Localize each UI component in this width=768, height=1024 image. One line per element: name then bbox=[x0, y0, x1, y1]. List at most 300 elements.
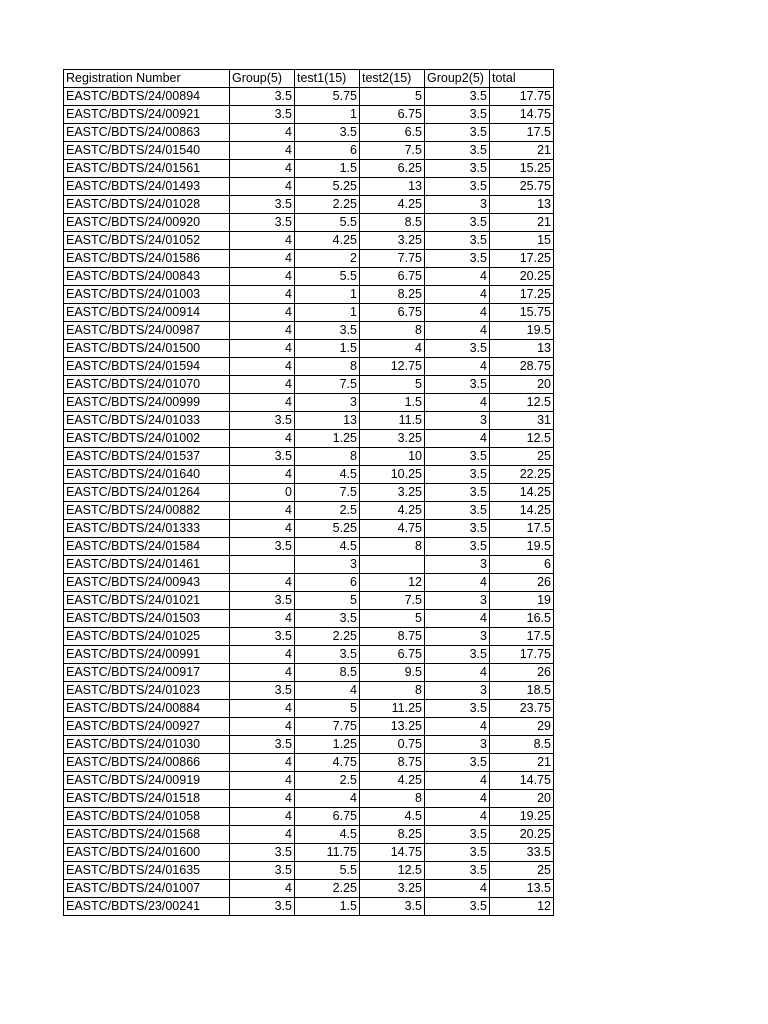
table-row bbox=[64, 88, 554, 106]
table-row bbox=[64, 610, 554, 628]
test1-cell: 6 bbox=[295, 142, 360, 160]
group-cell: 4 bbox=[230, 322, 295, 340]
table-row bbox=[64, 898, 554, 916]
total-cell: 33.5 bbox=[490, 844, 554, 862]
registration-number-cell: EASTC/BDTS/24/01028 bbox=[64, 196, 230, 214]
total-cell: 15 bbox=[490, 232, 554, 250]
test2-cell: 7.75 bbox=[360, 250, 425, 268]
table-row bbox=[64, 142, 554, 160]
table-row bbox=[64, 628, 554, 646]
group2-cell: 4 bbox=[425, 880, 490, 898]
test2-cell: 8 bbox=[360, 790, 425, 808]
test1-cell: 3.5 bbox=[295, 646, 360, 664]
table-row bbox=[64, 682, 554, 700]
test2-cell: 11.25 bbox=[360, 700, 425, 718]
registration-number-cell: EASTC/BDTS/24/00920 bbox=[64, 214, 230, 232]
test1-cell: 5.25 bbox=[295, 520, 360, 538]
registration-number-cell: EASTC/BDTS/24/00999 bbox=[64, 394, 230, 412]
test1-cell: 1 bbox=[295, 304, 360, 322]
table-row bbox=[64, 106, 554, 124]
group2-cell: 3.5 bbox=[425, 520, 490, 538]
table-row bbox=[64, 160, 554, 178]
test1-cell: 2.5 bbox=[295, 502, 360, 520]
registration-number-cell: EASTC/BDTS/24/01033 bbox=[64, 412, 230, 430]
total-cell: 19 bbox=[490, 592, 554, 610]
test2-cell: 13.25 bbox=[360, 718, 425, 736]
table-row bbox=[64, 502, 554, 520]
registration-number-cell: EASTC/BDTS/24/01594 bbox=[64, 358, 230, 376]
table-row bbox=[64, 376, 554, 394]
registration-number-cell: EASTC/BDTS/24/00863 bbox=[64, 124, 230, 142]
test1-cell: 3.5 bbox=[295, 124, 360, 142]
test2-cell: 13 bbox=[360, 178, 425, 196]
group-cell: 4 bbox=[230, 502, 295, 520]
registration-number-cell: EASTC/BDTS/24/00914 bbox=[64, 304, 230, 322]
test2-cell: 12 bbox=[360, 574, 425, 592]
test1-cell: 11.75 bbox=[295, 844, 360, 862]
table-row bbox=[64, 664, 554, 682]
group2-cell: 3.5 bbox=[425, 448, 490, 466]
registration-number-cell: EASTC/BDTS/24/00991 bbox=[64, 646, 230, 664]
total-cell: 17.25 bbox=[490, 250, 554, 268]
group-cell: 4 bbox=[230, 358, 295, 376]
test1-cell: 7.5 bbox=[295, 484, 360, 502]
test2-cell: 6.75 bbox=[360, 106, 425, 124]
test1-cell: 3.5 bbox=[295, 610, 360, 628]
test1-cell: 1.5 bbox=[295, 340, 360, 358]
group2-cell: 4 bbox=[425, 430, 490, 448]
total-cell: 19.25 bbox=[490, 808, 554, 826]
total-cell: 29 bbox=[490, 718, 554, 736]
registration-number-cell: EASTC/BDTS/24/00927 bbox=[64, 718, 230, 736]
total-cell: 21 bbox=[490, 214, 554, 232]
table-row bbox=[64, 358, 554, 376]
test1-cell: 3 bbox=[295, 556, 360, 574]
registration-number-cell: EASTC/BDTS/24/01070 bbox=[64, 376, 230, 394]
total-cell: 12.5 bbox=[490, 394, 554, 412]
total-cell: 14.25 bbox=[490, 502, 554, 520]
group2-cell: 4 bbox=[425, 304, 490, 322]
test2-cell: 14.75 bbox=[360, 844, 425, 862]
group2-cell: 4 bbox=[425, 790, 490, 808]
registration-number-cell: EASTC/BDTS/24/01500 bbox=[64, 340, 230, 358]
group-cell: 4 bbox=[230, 754, 295, 772]
test2-cell: 5 bbox=[360, 88, 425, 106]
table-body bbox=[64, 88, 554, 916]
test1-cell: 3.5 bbox=[295, 322, 360, 340]
group2-cell: 3.5 bbox=[425, 826, 490, 844]
total-cell: 14.25 bbox=[490, 484, 554, 502]
test1-cell: 1.5 bbox=[295, 898, 360, 916]
registration-number-cell: EASTC/BDTS/24/01568 bbox=[64, 826, 230, 844]
group-cell: 4 bbox=[230, 376, 295, 394]
group-cell: 4 bbox=[230, 340, 295, 358]
header-registration-number: Registration Number bbox=[64, 70, 230, 88]
registration-number-cell: EASTC/BDTS/24/01021 bbox=[64, 592, 230, 610]
registration-number-cell: EASTC/BDTS/24/00919 bbox=[64, 772, 230, 790]
group-cell: 4 bbox=[230, 664, 295, 682]
registration-number-cell: EASTC/BDTS/24/01333 bbox=[64, 520, 230, 538]
total-cell: 19.5 bbox=[490, 322, 554, 340]
table-row bbox=[64, 880, 554, 898]
group2-cell: 3 bbox=[425, 196, 490, 214]
total-cell: 13.5 bbox=[490, 880, 554, 898]
table-row bbox=[64, 232, 554, 250]
total-cell: 14.75 bbox=[490, 106, 554, 124]
group2-cell: 3.5 bbox=[425, 898, 490, 916]
group2-cell: 3.5 bbox=[425, 232, 490, 250]
test2-cell: 4.75 bbox=[360, 520, 425, 538]
table-row bbox=[64, 808, 554, 826]
registration-number-cell: EASTC/BDTS/24/00987 bbox=[64, 322, 230, 340]
group-cell: 4 bbox=[230, 718, 295, 736]
test1-cell: 4 bbox=[295, 790, 360, 808]
group-cell: 4 bbox=[230, 520, 295, 538]
total-cell: 25.75 bbox=[490, 178, 554, 196]
table-row bbox=[64, 448, 554, 466]
total-cell: 6 bbox=[490, 556, 554, 574]
group-cell: 4 bbox=[230, 808, 295, 826]
total-cell: 18.5 bbox=[490, 682, 554, 700]
group-cell: 4 bbox=[230, 286, 295, 304]
table-row bbox=[64, 412, 554, 430]
test2-cell: 8 bbox=[360, 538, 425, 556]
table-row bbox=[64, 196, 554, 214]
registration-number-cell: EASTC/BDTS/24/00943 bbox=[64, 574, 230, 592]
group2-cell: 3.5 bbox=[425, 106, 490, 124]
test1-cell: 2.25 bbox=[295, 196, 360, 214]
table-row bbox=[64, 322, 554, 340]
total-cell: 23.75 bbox=[490, 700, 554, 718]
test1-cell: 5 bbox=[295, 592, 360, 610]
group2-cell: 4 bbox=[425, 322, 490, 340]
table-row bbox=[64, 304, 554, 322]
test1-cell: 7.75 bbox=[295, 718, 360, 736]
table-row bbox=[64, 268, 554, 286]
table-row bbox=[64, 556, 554, 574]
test2-cell: 0.75 bbox=[360, 736, 425, 754]
test2-cell: 7.5 bbox=[360, 142, 425, 160]
test2-cell bbox=[360, 556, 425, 574]
registration-number-cell: EASTC/BDTS/24/01586 bbox=[64, 250, 230, 268]
group-cell: 3.5 bbox=[230, 214, 295, 232]
test2-cell: 9.5 bbox=[360, 664, 425, 682]
registration-number-cell: EASTC/BDTS/24/01025 bbox=[64, 628, 230, 646]
test1-cell: 4.5 bbox=[295, 538, 360, 556]
table-row bbox=[64, 430, 554, 448]
group2-cell: 3.5 bbox=[425, 160, 490, 178]
scores-table bbox=[63, 69, 554, 916]
test1-cell: 3 bbox=[295, 394, 360, 412]
group2-cell: 3.5 bbox=[425, 250, 490, 268]
table-row bbox=[64, 826, 554, 844]
test2-cell: 12.5 bbox=[360, 862, 425, 880]
group2-cell: 3.5 bbox=[425, 214, 490, 232]
test1-cell: 1.5 bbox=[295, 160, 360, 178]
test1-cell: 5.75 bbox=[295, 88, 360, 106]
total-cell: 14.75 bbox=[490, 772, 554, 790]
table-row bbox=[64, 754, 554, 772]
test2-cell: 4.5 bbox=[360, 808, 425, 826]
total-cell: 20 bbox=[490, 790, 554, 808]
group2-cell: 3 bbox=[425, 412, 490, 430]
table-row bbox=[64, 178, 554, 196]
group-cell bbox=[230, 556, 295, 574]
group2-cell: 4 bbox=[425, 610, 490, 628]
total-cell: 12 bbox=[490, 898, 554, 916]
table-row bbox=[64, 592, 554, 610]
test1-cell: 2.5 bbox=[295, 772, 360, 790]
test2-cell: 7.5 bbox=[360, 592, 425, 610]
test2-cell: 4.25 bbox=[360, 772, 425, 790]
group-cell: 3.5 bbox=[230, 196, 295, 214]
group-cell: 4 bbox=[230, 790, 295, 808]
registration-number-cell: EASTC/BDTS/24/01058 bbox=[64, 808, 230, 826]
test2-cell: 4.25 bbox=[360, 196, 425, 214]
test2-cell: 10.25 bbox=[360, 466, 425, 484]
test1-cell: 13 bbox=[295, 412, 360, 430]
total-cell: 13 bbox=[490, 196, 554, 214]
group-cell: 3.5 bbox=[230, 88, 295, 106]
total-cell: 17.5 bbox=[490, 628, 554, 646]
test1-cell: 1 bbox=[295, 286, 360, 304]
table-row bbox=[64, 718, 554, 736]
registration-number-cell: EASTC/BDTS/24/00921 bbox=[64, 106, 230, 124]
registration-number-cell: EASTC/BDTS/24/00866 bbox=[64, 754, 230, 772]
test1-cell: 1 bbox=[295, 106, 360, 124]
group-cell: 4 bbox=[230, 232, 295, 250]
test2-cell: 6.75 bbox=[360, 268, 425, 286]
total-cell: 15.25 bbox=[490, 160, 554, 178]
total-cell: 17.5 bbox=[490, 124, 554, 142]
registration-number-cell: EASTC/BDTS/24/01023 bbox=[64, 682, 230, 700]
table-row bbox=[64, 394, 554, 412]
registration-number-cell: EASTC/BDTS/24/01540 bbox=[64, 142, 230, 160]
group-cell: 4 bbox=[230, 394, 295, 412]
test2-cell: 1.5 bbox=[360, 394, 425, 412]
total-cell: 26 bbox=[490, 664, 554, 682]
group-cell: 3.5 bbox=[230, 448, 295, 466]
table-row bbox=[64, 646, 554, 664]
table-row bbox=[64, 790, 554, 808]
group-cell: 4 bbox=[230, 268, 295, 286]
registration-number-cell: EASTC/BDTS/24/01635 bbox=[64, 862, 230, 880]
group2-cell: 3.5 bbox=[425, 646, 490, 664]
group2-cell: 4 bbox=[425, 664, 490, 682]
registration-number-cell: EASTC/BDTS/24/00884 bbox=[64, 700, 230, 718]
test2-cell: 3.5 bbox=[360, 898, 425, 916]
test1-cell: 5.5 bbox=[295, 268, 360, 286]
test1-cell: 6.75 bbox=[295, 808, 360, 826]
group2-cell: 4 bbox=[425, 358, 490, 376]
test2-cell: 6.5 bbox=[360, 124, 425, 142]
group-cell: 3.5 bbox=[230, 412, 295, 430]
total-cell: 12.5 bbox=[490, 430, 554, 448]
total-cell: 25 bbox=[490, 862, 554, 880]
test2-cell: 8.5 bbox=[360, 214, 425, 232]
group2-cell: 4 bbox=[425, 808, 490, 826]
table-row bbox=[64, 844, 554, 862]
group-cell: 3.5 bbox=[230, 844, 295, 862]
table-row bbox=[64, 772, 554, 790]
test1-cell: 5.5 bbox=[295, 862, 360, 880]
group2-cell: 3.5 bbox=[425, 700, 490, 718]
total-cell: 17.5 bbox=[490, 520, 554, 538]
test1-cell: 2 bbox=[295, 250, 360, 268]
group-cell: 4 bbox=[230, 160, 295, 178]
header-group2: Group2(5) bbox=[425, 70, 490, 88]
group2-cell: 4 bbox=[425, 394, 490, 412]
registration-number-cell: EASTC/BDTS/24/01518 bbox=[64, 790, 230, 808]
registration-number-cell: EASTC/BDTS/24/01503 bbox=[64, 610, 230, 628]
test2-cell: 11.5 bbox=[360, 412, 425, 430]
table-row bbox=[64, 538, 554, 556]
group-cell: 3.5 bbox=[230, 592, 295, 610]
group2-cell: 4 bbox=[425, 772, 490, 790]
total-cell: 17.25 bbox=[490, 286, 554, 304]
header-group: Group(5) bbox=[230, 70, 295, 88]
group2-cell: 3.5 bbox=[425, 862, 490, 880]
group-cell: 3.5 bbox=[230, 106, 295, 124]
group2-cell: 4 bbox=[425, 268, 490, 286]
table-row bbox=[64, 286, 554, 304]
test1-cell: 2.25 bbox=[295, 628, 360, 646]
group2-cell: 3.5 bbox=[425, 484, 490, 502]
group2-cell: 3.5 bbox=[425, 754, 490, 772]
registration-number-cell: EASTC/BDTS/24/01002 bbox=[64, 430, 230, 448]
group2-cell: 4 bbox=[425, 718, 490, 736]
table-row bbox=[64, 862, 554, 880]
header-row bbox=[64, 70, 554, 88]
group2-cell: 3.5 bbox=[425, 178, 490, 196]
group-cell: 4 bbox=[230, 880, 295, 898]
test2-cell: 3.25 bbox=[360, 430, 425, 448]
test2-cell: 8.25 bbox=[360, 826, 425, 844]
total-cell: 20.25 bbox=[490, 268, 554, 286]
test1-cell: 5.25 bbox=[295, 178, 360, 196]
test2-cell: 3.25 bbox=[360, 880, 425, 898]
total-cell: 31 bbox=[490, 412, 554, 430]
group-cell: 4 bbox=[230, 646, 295, 664]
group2-cell: 3 bbox=[425, 628, 490, 646]
group-cell: 4 bbox=[230, 250, 295, 268]
group-cell: 4 bbox=[230, 610, 295, 628]
test2-cell: 8 bbox=[360, 322, 425, 340]
group2-cell: 4 bbox=[425, 574, 490, 592]
total-cell: 17.75 bbox=[490, 646, 554, 664]
header-test1: test1(15) bbox=[295, 70, 360, 88]
test1-cell: 4 bbox=[295, 682, 360, 700]
test2-cell: 3.25 bbox=[360, 232, 425, 250]
test2-cell: 3.25 bbox=[360, 484, 425, 502]
test1-cell: 1.25 bbox=[295, 430, 360, 448]
test1-cell: 8 bbox=[295, 358, 360, 376]
test2-cell: 8.25 bbox=[360, 286, 425, 304]
table-row bbox=[64, 340, 554, 358]
total-cell: 28.75 bbox=[490, 358, 554, 376]
group-cell: 3.5 bbox=[230, 898, 295, 916]
group-cell: 4 bbox=[230, 772, 295, 790]
test1-cell: 2.25 bbox=[295, 880, 360, 898]
group-cell: 4 bbox=[230, 178, 295, 196]
test1-cell: 8 bbox=[295, 448, 360, 466]
registration-number-cell: EASTC/BDTS/24/00917 bbox=[64, 664, 230, 682]
test2-cell: 8.75 bbox=[360, 628, 425, 646]
total-cell: 22.25 bbox=[490, 466, 554, 484]
total-cell: 20.25 bbox=[490, 826, 554, 844]
test1-cell: 7.5 bbox=[295, 376, 360, 394]
group2-cell: 3.5 bbox=[425, 124, 490, 142]
test1-cell: 4.75 bbox=[295, 754, 360, 772]
registration-number-cell: EASTC/BDTS/24/01264 bbox=[64, 484, 230, 502]
registration-number-cell: EASTC/BDTS/24/01030 bbox=[64, 736, 230, 754]
group-cell: 4 bbox=[230, 142, 295, 160]
group-cell: 4 bbox=[230, 700, 295, 718]
total-cell: 13 bbox=[490, 340, 554, 358]
group-cell: 4 bbox=[230, 430, 295, 448]
test1-cell: 4.5 bbox=[295, 466, 360, 484]
group-cell: 4 bbox=[230, 124, 295, 142]
registration-number-cell: EASTC/BDTS/24/01600 bbox=[64, 844, 230, 862]
group2-cell: 3.5 bbox=[425, 502, 490, 520]
test1-cell: 4.5 bbox=[295, 826, 360, 844]
table-row bbox=[64, 736, 554, 754]
test2-cell: 10 bbox=[360, 448, 425, 466]
test2-cell: 8 bbox=[360, 682, 425, 700]
group-cell: 0 bbox=[230, 484, 295, 502]
header-test2: test2(15) bbox=[360, 70, 425, 88]
test2-cell: 5 bbox=[360, 610, 425, 628]
group2-cell: 3.5 bbox=[425, 340, 490, 358]
test2-cell: 6.75 bbox=[360, 646, 425, 664]
total-cell: 17.75 bbox=[490, 88, 554, 106]
test2-cell: 4.25 bbox=[360, 502, 425, 520]
table-row bbox=[64, 124, 554, 142]
total-cell: 8.5 bbox=[490, 736, 554, 754]
registration-number-cell: EASTC/BDTS/24/01007 bbox=[64, 880, 230, 898]
test2-cell: 6.75 bbox=[360, 304, 425, 322]
test2-cell: 8.75 bbox=[360, 754, 425, 772]
test1-cell: 4.25 bbox=[295, 232, 360, 250]
table-row bbox=[64, 250, 554, 268]
group2-cell: 3 bbox=[425, 682, 490, 700]
group-cell: 4 bbox=[230, 304, 295, 322]
test1-cell: 5.5 bbox=[295, 214, 360, 232]
total-cell: 25 bbox=[490, 448, 554, 466]
group2-cell: 3 bbox=[425, 556, 490, 574]
registration-number-cell: EASTC/BDTS/24/01052 bbox=[64, 232, 230, 250]
test2-cell: 12.75 bbox=[360, 358, 425, 376]
group2-cell: 3.5 bbox=[425, 142, 490, 160]
total-cell: 19.5 bbox=[490, 538, 554, 556]
registration-number-cell: EASTC/BDTS/24/01584 bbox=[64, 538, 230, 556]
group2-cell: 3.5 bbox=[425, 88, 490, 106]
table-row bbox=[64, 700, 554, 718]
header-total: total bbox=[490, 70, 554, 88]
table-row bbox=[64, 520, 554, 538]
registration-number-cell: EASTC/BDTS/24/00882 bbox=[64, 502, 230, 520]
test2-cell: 4 bbox=[360, 340, 425, 358]
group-cell: 3.5 bbox=[230, 736, 295, 754]
group2-cell: 4 bbox=[425, 286, 490, 304]
test1-cell: 8.5 bbox=[295, 664, 360, 682]
group-cell: 3.5 bbox=[230, 682, 295, 700]
group2-cell: 3 bbox=[425, 592, 490, 610]
table-row bbox=[64, 574, 554, 592]
group-cell: 3.5 bbox=[230, 538, 295, 556]
group2-cell: 3.5 bbox=[425, 376, 490, 394]
test1-cell: 1.25 bbox=[295, 736, 360, 754]
